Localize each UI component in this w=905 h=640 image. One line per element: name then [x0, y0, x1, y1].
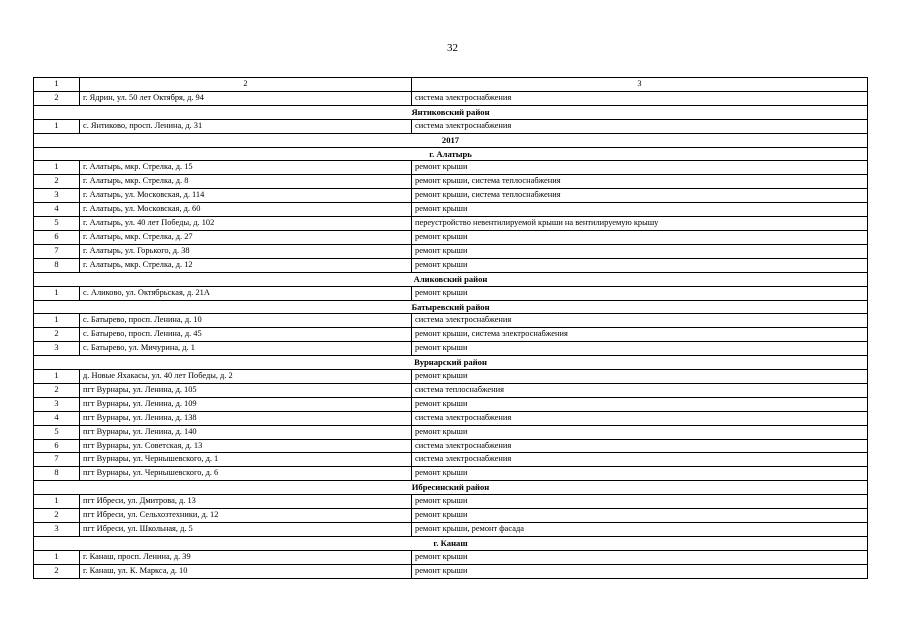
works-table-body [34, 78, 868, 579]
table-row [34, 314, 868, 328]
row-address: г. Алатырь, ул. 40 лет Победы, д. 102 [80, 217, 412, 231]
row-work-type: ремонт крыши, система электроснабжения [412, 328, 868, 342]
row-number: 3 [34, 397, 80, 411]
row-address: д. Новые Яхакасы, ул. 40 лет Победы, д. 2 [80, 370, 412, 384]
row-address: пгт Ибреси, ул. Школьная, д. 5 [80, 523, 412, 537]
row-number: 2 [34, 509, 80, 523]
table-row [34, 509, 868, 523]
row-address: с. Янтиково, просп. Ленина, д. 31 [80, 119, 412, 133]
row-number: 1 [34, 119, 80, 133]
row-work-type: ремонт крыши, ремонт фасада [412, 523, 868, 537]
table-row [34, 439, 868, 453]
row-number: 2 [34, 564, 80, 578]
row-address: пгт Ибреси, ул. Сельхозтехники, д. 12 [80, 509, 412, 523]
table-row [34, 523, 868, 537]
row-work-type: ремонт крыши [412, 244, 868, 258]
table-row [34, 425, 868, 439]
table-row [34, 258, 868, 272]
row-work-type: система электроснабжения [412, 314, 868, 328]
section-title: Янтиковский район [34, 105, 868, 119]
section-title: Аликовский район [34, 272, 868, 286]
section-row [34, 133, 868, 147]
table-row [34, 453, 868, 467]
row-address: пгт Вурнары, ул. Ленина, д. 105 [80, 383, 412, 397]
row-work-type: система теплоснабжения [412, 383, 868, 397]
row-work-type: система электроснабжения [412, 91, 868, 105]
row-work-type: система электроснабжения [412, 411, 868, 425]
row-address: пгт Ибреси, ул. Дмитрова, д. 13 [80, 495, 412, 509]
section-title: Батыревский район [34, 300, 868, 314]
table-row [34, 495, 868, 509]
table-row [34, 91, 868, 105]
row-work-type: система электроснабжения [412, 119, 868, 133]
row-number: 2 [34, 383, 80, 397]
row-number: 6 [34, 439, 80, 453]
column-2-header: 2 [80, 78, 412, 92]
section-title: 2017 [34, 133, 868, 147]
row-work-type: ремонт крыши, система теплоснабжения [412, 189, 868, 203]
row-number: 2 [34, 328, 80, 342]
table-row [34, 203, 868, 217]
row-number: 1 [34, 550, 80, 564]
row-number: 5 [34, 217, 80, 231]
row-work-type: ремонт крыши [412, 286, 868, 300]
row-number: 8 [34, 467, 80, 481]
table-row [34, 286, 868, 300]
page-number: 32 [447, 42, 458, 54]
row-work-type: ремонт крыши [412, 564, 868, 578]
row-number: 1 [34, 495, 80, 509]
row-work-type: ремонт крыши [412, 550, 868, 564]
section-row [34, 105, 868, 119]
row-number: 3 [34, 523, 80, 537]
column-3-header: 3 [412, 78, 868, 92]
section-row [34, 300, 868, 314]
row-address: с. Аликово, ул. Октябрьская, д. 21А [80, 286, 412, 300]
row-address: пгт Вурнары, ул. Ленина, д. 140 [80, 425, 412, 439]
table-row [34, 564, 868, 578]
section-row [34, 481, 868, 495]
row-number: 2 [34, 175, 80, 189]
row-work-type: ремонт крыши [412, 509, 868, 523]
table-row [34, 175, 868, 189]
table-row [34, 397, 868, 411]
row-address: пгт Вурнары, ул. Чернышевского, д. 6 [80, 467, 412, 481]
row-work-type: ремонт крыши [412, 161, 868, 175]
table-row [34, 342, 868, 356]
row-address: г. Канаш, просп. Ленина, д. 39 [80, 550, 412, 564]
row-work-type: ремонт крыши [412, 467, 868, 481]
row-number: 5 [34, 425, 80, 439]
row-address: пгт Вурнары, ул. Чернышевского, д. 1 [80, 453, 412, 467]
row-number: 3 [34, 342, 80, 356]
table-row [34, 411, 868, 425]
row-number: 7 [34, 453, 80, 467]
table-row [34, 119, 868, 133]
row-number: 1 [34, 314, 80, 328]
row-address: г. Канаш, ул. К. Маркса, д. 10 [80, 564, 412, 578]
section-row [34, 536, 868, 550]
table-row [34, 550, 868, 564]
row-number: 7 [34, 244, 80, 258]
row-address: с. Батырево, ул. Мичурина, д. 1 [80, 342, 412, 356]
row-number: 4 [34, 411, 80, 425]
works-table [33, 77, 868, 579]
row-work-type: ремонт крыши, система теплоснабжения [412, 175, 868, 189]
row-work-type: ремонт крыши [412, 425, 868, 439]
row-address: пгт Вурнары, ул. Ленина, д. 109 [80, 397, 412, 411]
row-address: с. Батырево, просп. Ленина, д. 45 [80, 328, 412, 342]
row-work-type: ремонт крыши [412, 495, 868, 509]
row-address: г. Алатырь, мкр. Стрелка, д. 12 [80, 258, 412, 272]
row-work-type: система электроснабжения [412, 453, 868, 467]
column-number-header-row [34, 78, 868, 92]
row-address: с. Батырево, просп. Ленина, д. 10 [80, 314, 412, 328]
section-title: г. Алатырь [34, 147, 868, 161]
section-row [34, 147, 868, 161]
section-title: Вурнарский район [34, 356, 868, 370]
row-number: 1 [34, 286, 80, 300]
row-number: 6 [34, 230, 80, 244]
row-number: 3 [34, 189, 80, 203]
row-work-type: ремонт крыши [412, 342, 868, 356]
table-row [34, 217, 868, 231]
table-row [34, 230, 868, 244]
row-work-type: ремонт крыши [412, 370, 868, 384]
row-address: г. Алатырь, мкр. Стрелка, д. 15 [80, 161, 412, 175]
row-number: 8 [34, 258, 80, 272]
section-row [34, 272, 868, 286]
row-address: пгт Вурнары, ул. Ленина, д. 138 [80, 411, 412, 425]
section-title: г. Канаш [34, 536, 868, 550]
table-row [34, 161, 868, 175]
row-address: г. Ядрин, ул. 50 лет Октября, д. 94 [80, 91, 412, 105]
row-number: 1 [34, 370, 80, 384]
row-address: г. Алатырь, мкр. Стрелка, д. 8 [80, 175, 412, 189]
row-address: г. Алатырь, мкр. Стрелка, д. 27 [80, 230, 412, 244]
row-number: 4 [34, 203, 80, 217]
section-title: Ибресинский район [34, 481, 868, 495]
row-work-type: система электроснабжения [412, 439, 868, 453]
table-row [34, 244, 868, 258]
row-work-type: ремонт крыши [412, 203, 868, 217]
table-row [34, 383, 868, 397]
table-row [34, 328, 868, 342]
row-address: г. Алатырь, ул. Горького, д. 38 [80, 244, 412, 258]
row-address: пгт Вурнары, ул. Советская, д. 13 [80, 439, 412, 453]
section-row [34, 356, 868, 370]
table-row [34, 467, 868, 481]
row-address: г. Алатырь, ул. Московская, д. 114 [80, 189, 412, 203]
row-number: 2 [34, 91, 80, 105]
table-row [34, 189, 868, 203]
row-work-type: ремонт крыши [412, 258, 868, 272]
column-1-header: 1 [34, 78, 80, 92]
row-work-type: переустройство невентилируемой крыши на вентилируемую крышу [412, 217, 868, 231]
row-address: г. Алатырь, ул. Московская, д. 60 [80, 203, 412, 217]
table-row [34, 370, 868, 384]
row-work-type: ремонт крыши [412, 397, 868, 411]
row-work-type: ремонт крыши [412, 230, 868, 244]
row-number: 1 [34, 161, 80, 175]
